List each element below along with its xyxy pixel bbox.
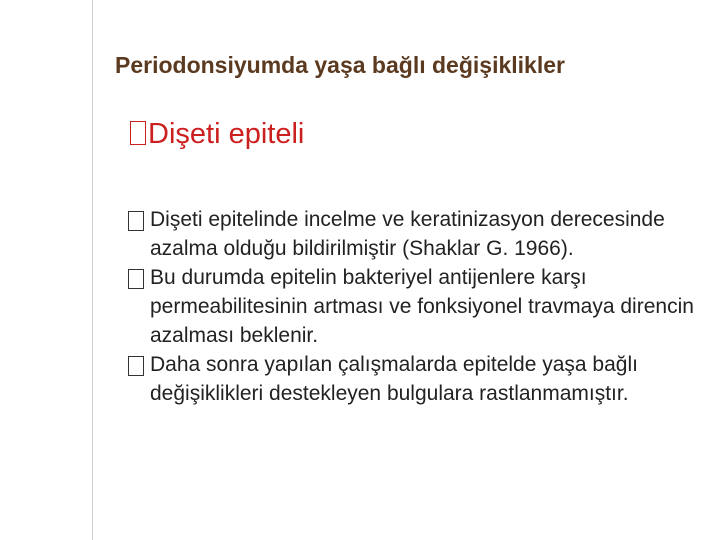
- section-heading: [130, 118, 304, 151]
- bullet-text: Daha sonra yapılan çalışmalarda epitelde yaşa bağlı değişiklikleri destekleyen bulgulara rastlanmamıştır.: [150, 353, 638, 405]
- empty-box-icon: [130, 121, 146, 145]
- bullet-item: [128, 263, 698, 350]
- slide-title: Periodonsiyumda yaşa bağlı değişiklikler: [115, 52, 565, 78]
- bullet-list: [128, 205, 698, 408]
- bullet-text: Dişeti epitelinde incelme ve keratinizasyon derecesinde azalma olduğu bildirilmiştir (Shaklar G. 1966).: [150, 208, 665, 260]
- bullet-item: [128, 205, 698, 263]
- bullet-text: Bu durumda epitelin bakteriyel antijenlere karşı permeabilitesinin artması ve fonksiyonel travmaya direncin azalması beklenir.: [150, 266, 694, 347]
- bullet-item: [128, 350, 698, 408]
- section-heading-text: Dişeti epiteli: [148, 118, 305, 150]
- left-divider: [92, 0, 93, 540]
- empty-box-icon: [128, 211, 144, 231]
- empty-box-icon: [128, 356, 144, 376]
- empty-box-icon: [128, 269, 144, 289]
